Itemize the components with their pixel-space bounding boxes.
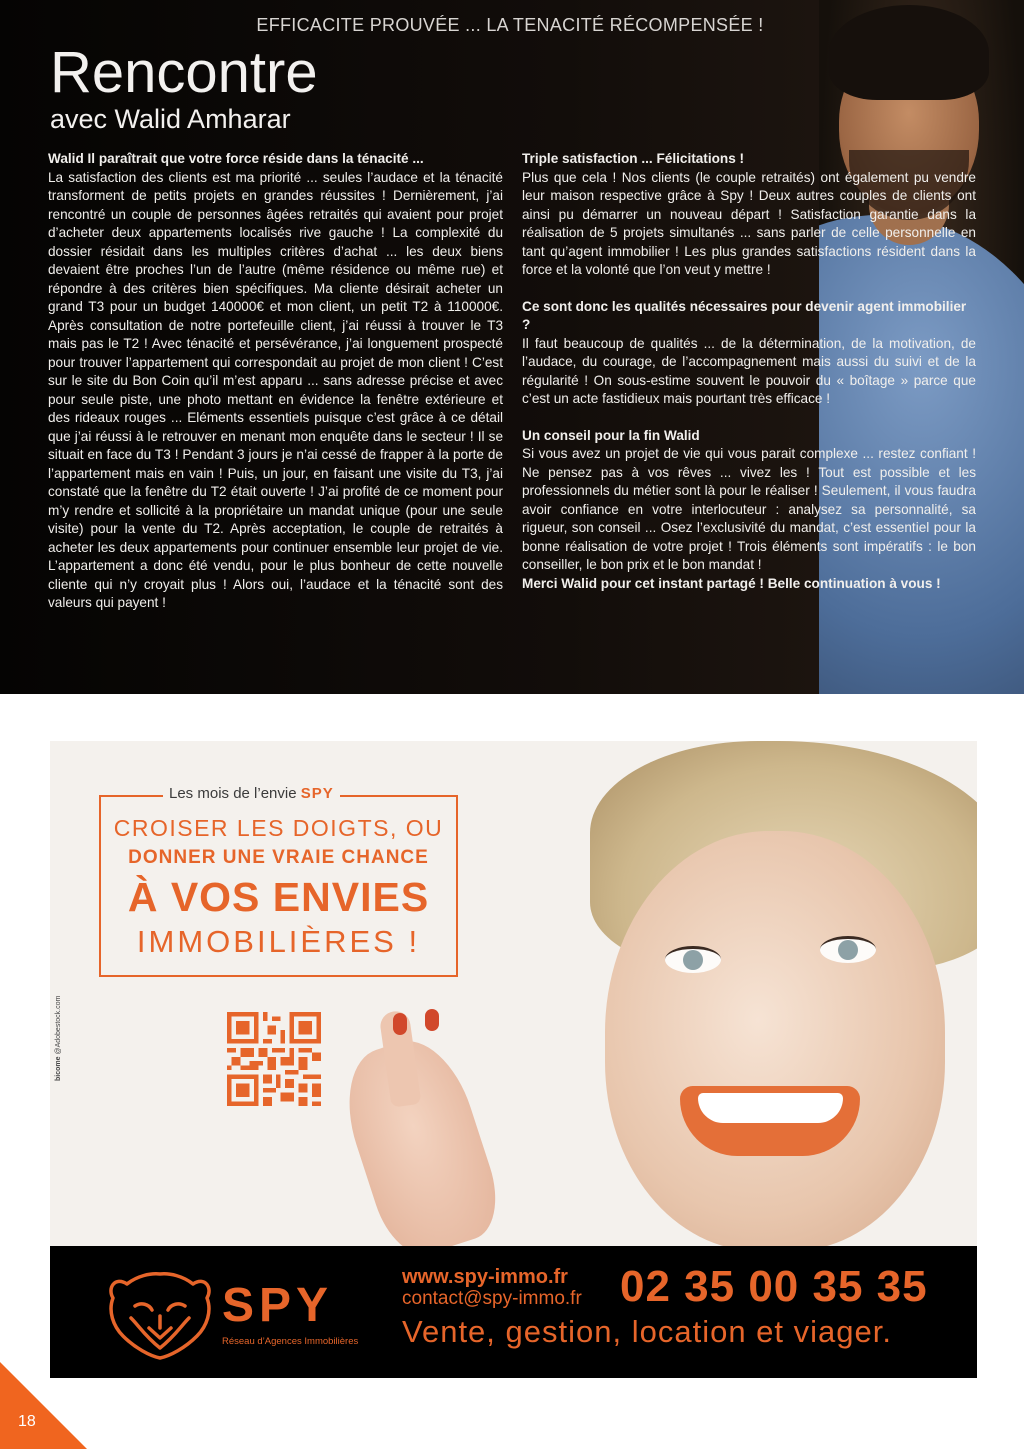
- answer-2: Plus que cela ! Nos clients (le couple retraités) ont également pu vendre leur maison respective grâce à Spy ! Deux autres couples de clients ont ainsi pu démarrer un nouveau départ ! Satisfaction garantie dans la réalisation de 5 projets simultanés ... sans parler de celle personnelle en tant qu’agent immobilier ! Les plus grandes satisfactions résident dans la force et la volonté que l’on veut y mettre !: [522, 169, 976, 277]
- ad-slogan: Vente, gestion, location et viager.: [402, 1314, 892, 1349]
- question-2: Triple satisfaction ... Félicitations !: [522, 151, 745, 166]
- ad-footer: [50, 1246, 977, 1378]
- photo-credit: bicome @Adobestock.com: [55, 995, 62, 1081]
- spy-subtitle: Réseau d’Agences Immobilières: [222, 1336, 359, 1347]
- lion-head-icon: [105, 1266, 215, 1361]
- page-number: 18: [18, 1413, 36, 1430]
- offer-legend: [163, 785, 340, 802]
- page-corner-triangle: [0, 1362, 87, 1449]
- website-link[interactable]: www.spy-immo.fr: [402, 1266, 568, 1288]
- spy-advertisement: [50, 741, 977, 1378]
- question-1: Walid Il paraîtrait que votre force réside dans la ténacité ...: [48, 151, 424, 166]
- answer-4: Si vous avez un projet de vie qui vous parait complexe ... restez confiant ! Ne pensez pas à vos rêves ... vivez les ! Tout est possible et les professionnels du métier sont là pour le réaliser ! Seulement, il vous faudra avoir confiance en votre interlocuteur : analysez sa personnalité, sa rigueur, son conseil ... Osez l’exclusivité du mandat, c’est essentiel pour la bonne réalisation de votre projet ! Trois éléments sont impératifs : le bon conseiller, le bon prix et le bon mandat !: [522, 446, 976, 572]
- answer-1: La satisfaction des clients est ma priorité ... seules l’audace et la ténacité transforment de petits projets en grandes réussites ! Dernièrement, j’ai rencontré un couple de personnes âgées retraités qui avaient pour projet d’acheter deux appartements localisés rive gauche ! La complexité du dossier résidait dans les multiples critères d’achat ... les deux biens devaient être proches l’un de l’autre (même résidence ou même rue) et répondre à des critères bien spécifiques. Ma cliente désirait acheter un grand T3 pour un budget 140000€ et mon client, un petit T2 à 110000€. Après consultation de notre portefeuille client, j’ai réussi à trouver le T3 mais pas le T2 ! Avec ténacité et persévérance, j’ai longuement prospecté pour trouver l’appartement qui correspondait au projet de mon client ! C’est sur le site du Bon Coin qu’il m’est apparu ... sans adresse précise et avec pour seule piste, une photo mettant en évidence la fenêtre extérieure et des rideaux rouges ... Eléments essentiels puisque c’est grâce à ce détail que j’ai réussi à le retrouver en menant mon enquête dans le secteur ! Il se situait en face du T3 ! Pendant 3 jours je n’ai cessé de frapper à la porte de l’appartement mais en vain ! Puis, un jour, en faisant une visite du T3, j’ai constaté que la fenêtre du T2 était ouverte ! J’ai profité de ce moment pour m’y rendre et sollicité à la propriétaire un mandat unique (pour une seule visite) pour la vente du T2. Après acceptation, le couple de retraités à acheter les deux appartements pour continuer ensemble leur projet de vie. L’appartement a donc été vendu, pour le plus bonheur de cette nouvelle cliente qui n’y croyait plus ! Alors oui, l’audace et la ténacité sont des valeurs qui payent !: [48, 169, 503, 610]
- question-3: Ce sont donc les qualités nécessaires pour devenir agent immobilier ?: [522, 298, 967, 332]
- spy-logo-text: SPY: [222, 1279, 334, 1332]
- offer-line-4: IMMOBILIÈRES !: [136, 924, 421, 959]
- closing-line: Merci Walid pour cet instant partagé ! Belle continuation à vous !: [522, 575, 941, 591]
- article-tagline: EFFICACITE PROUVÉE ... LA TENACITÉ RÉCOMPENSÉE !: [256, 15, 764, 35]
- article-subtitle: avec Walid Amharar: [50, 104, 291, 134]
- offer-line-2: DONNER UNE VRAIE CHANCE: [128, 847, 429, 868]
- offer-line-3: À VOS ENVIES: [127, 874, 430, 920]
- article-column-left: [48, 150, 503, 613]
- qr-code-icon[interactable]: [227, 1012, 321, 1106]
- phone-number[interactable]: 02 35 00 35 35: [620, 1262, 928, 1311]
- email-link[interactable]: contact@spy-immo.fr: [402, 1288, 582, 1309]
- question-4: Un conseil pour la fin Walid: [522, 427, 700, 443]
- article-column-right: [522, 150, 976, 593]
- offer-box: [99, 785, 458, 977]
- legend-brand: SPY: [300, 785, 334, 802]
- article-title: Rencontre: [50, 40, 318, 105]
- offer-line-1: CROISER LES DOIGTS, OU: [113, 815, 444, 841]
- interview-article: [0, 0, 1024, 694]
- legend-text: Les mois de l’envie: [169, 785, 297, 802]
- answer-3: Il faut beaucoup de qualités ... de la détermination, de la motivation, de l’audace, du courage, de l’accompagnement mais aussi du suivi et de la régularité ! On sous-estime souvent le pouvoir du « boîtage » parce que c’est un acte fastidieux mais pourtant très efficace !: [522, 335, 976, 406]
